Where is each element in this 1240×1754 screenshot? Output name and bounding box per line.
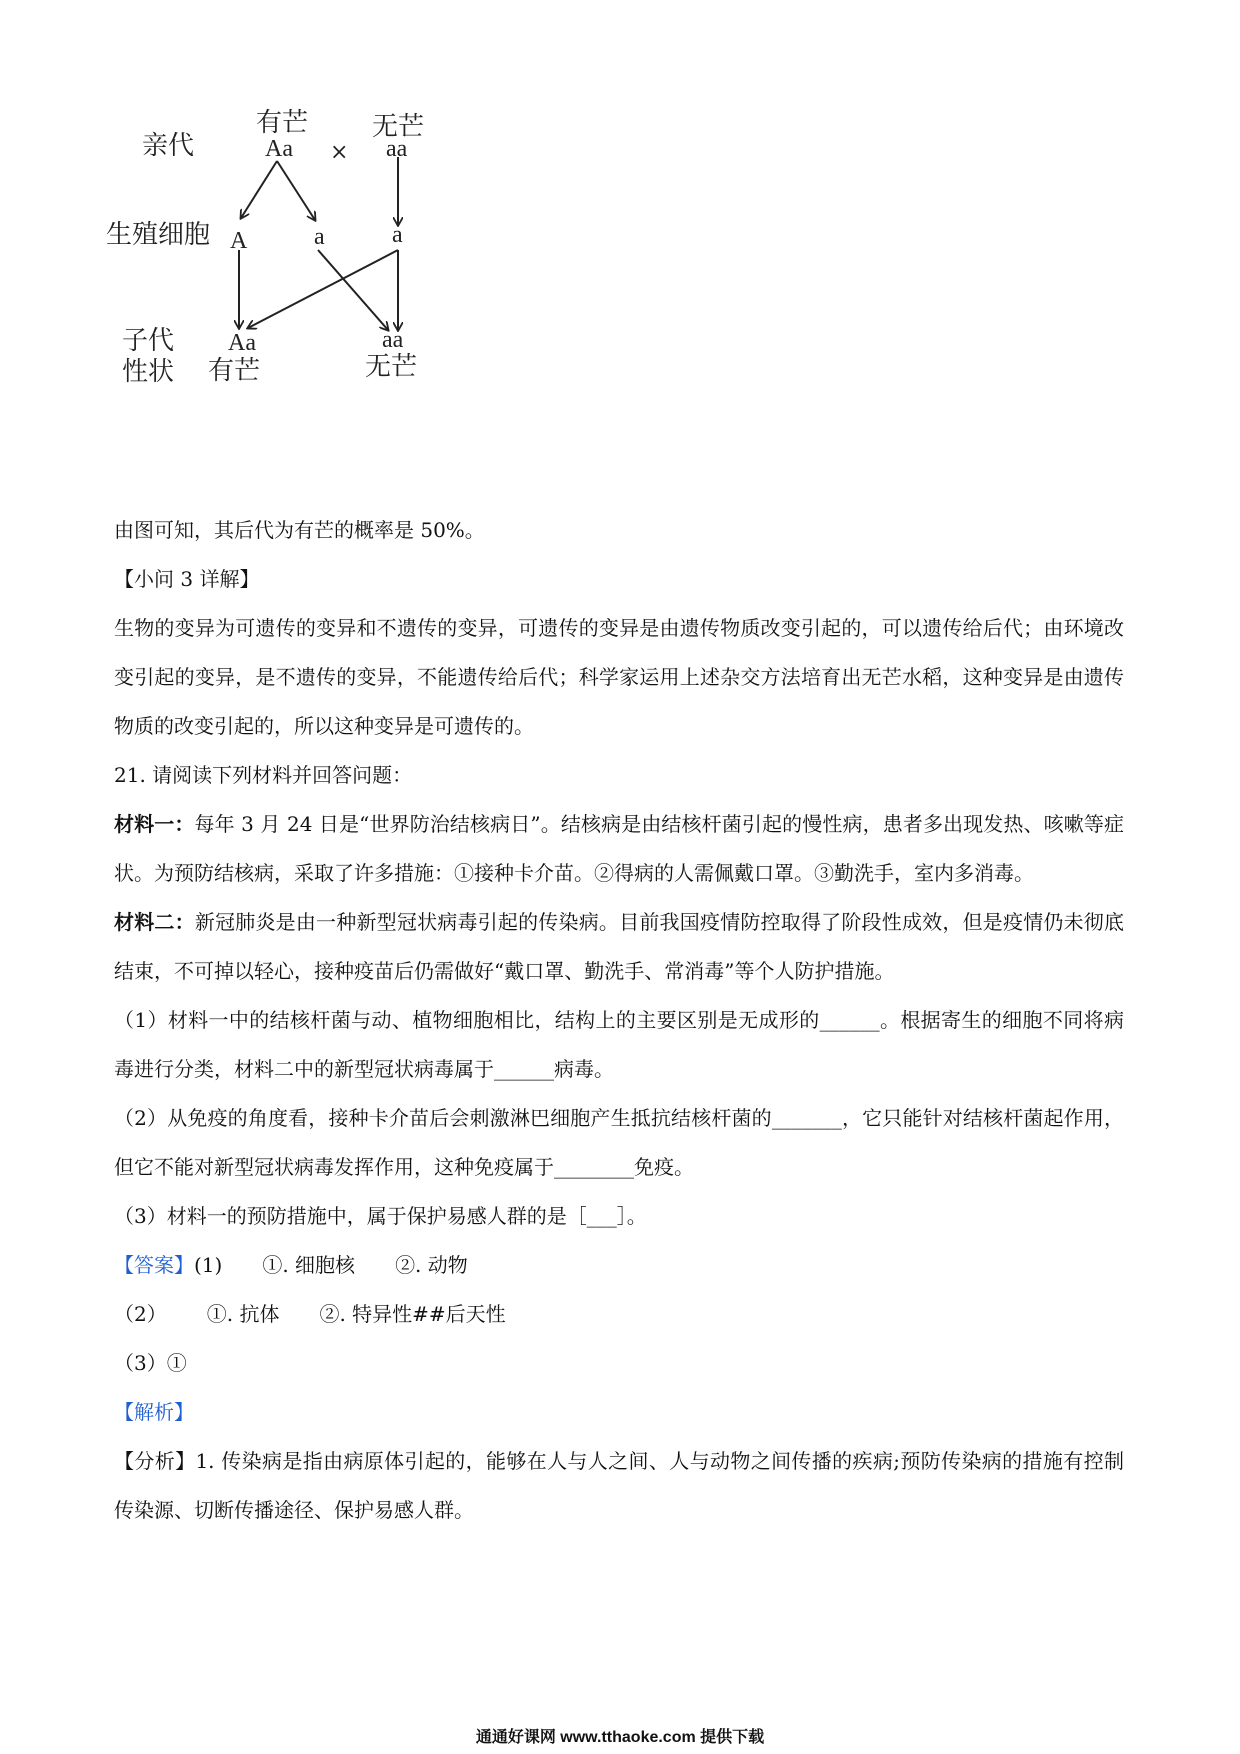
analysis-text: 【分析】1. 传染病是指由病原体引起的，能够在人与人之间、人与动物之间传播的疾病;预防传染病的措施有控制传染源、切断传播途径、保护易感人群。 [114, 1449, 1124, 1522]
parent2-trait: 无芒 [372, 112, 425, 142]
material-1 [114, 800, 1124, 898]
parent2-genotype: aa [386, 136, 408, 162]
gamete-a-1: a [314, 224, 325, 250]
answer-3: （3）① [114, 1351, 187, 1375]
answer-1-part-a: ①. 细胞核 [262, 1253, 356, 1277]
arrow-parent1-to-A [241, 161, 277, 218]
genetic-cross-diagram [106, 108, 490, 440]
answer-2-number: （2） [114, 1302, 167, 1326]
question-3: （3）材料一的预防措施中，属于保护易感人群的是［___］。 [114, 1204, 647, 1228]
analysis-label: 【解析】 [114, 1400, 194, 1424]
gamete-a-2: a [392, 222, 403, 248]
row-label-parent: 亲代 [142, 131, 195, 161]
answer-label: 【答案】 [114, 1253, 194, 1277]
arrow-a1-to-aa [318, 250, 388, 330]
arrow-parent1-to-a [277, 161, 315, 220]
conclusion-line: 由图可知，其后代为有芒的概率是 50%。 [114, 518, 485, 542]
question-21-title: 21. 请阅读下列材料并回答问题： [114, 763, 413, 787]
material-2 [114, 898, 1124, 996]
document-body [114, 506, 1124, 1535]
answer-2-part-b: ②. 特异性##后天性 [319, 1302, 506, 1326]
q3-explanation: 生物的变异为可遗传的变异和不遗传的变异，可遗传的变异是由遗传物质改变引起的，可以遗传给后代；由环境改变引起的变异，是不遗传的变异，不能遗传给后代；科学家运用上述杂交方法培育出无芒水稻，这种变异是由遗传物质的改变引起的，所以这种变异是可遗传的。 [114, 616, 1124, 738]
offspring2-trait: 无芒 [365, 352, 418, 382]
material-1-label: 材料一： [114, 812, 195, 836]
answer-row-1 [114, 1241, 1124, 1290]
offspring1-genotype: Aa [228, 330, 256, 356]
row-label-offspring: 子代 [122, 326, 175, 356]
material-2-text: 新冠肺炎是由一种新型冠状病毒引起的传染病。目前我国疫情防控取得了阶段性成效，但是疫情仍未彻底结束，不可掉以轻心，接种疫苗后仍需做好“戴口罩、勤洗手、常消毒”等个人防护措施。 [114, 910, 1125, 983]
offspring2-genotype: aa [382, 327, 404, 353]
parent1-genotype: Aa [265, 136, 293, 162]
row-label-gamete: 生殖细胞 [106, 220, 211, 250]
page-footer: 通通好课网 www.tthaoke.com 提供下载 [475, 1729, 765, 1746]
answer-1-part-b: ②. 动物 [395, 1253, 468, 1277]
gamete-A: A [230, 228, 248, 254]
answer-row-2 [114, 1290, 1124, 1339]
answer-1-number: (1) [194, 1253, 223, 1277]
cross-symbol: × [330, 140, 349, 165]
offspring1-trait: 有芒 [208, 356, 261, 386]
q3-heading: 【小问 3 详解】 [114, 567, 260, 591]
question-2: （2）从免疫的角度看，接种卡介苗后会刺激淋巴细胞产生抵抗结核杆菌的_______，它只能针对结核杆菌起作用，但它不能对新型冠状病毒发挥作用，这种免疫属于________免疫。 [114, 1106, 1124, 1179]
material-1-text: 每年 3 月 24 日是“世界防治结核病日”。结核病是由结核杆菌引起的慢性病，患者多出现发热、咳嗽等症状。为预防结核病，采取了许多措施：①接种卡介苗。②得病的人需佩戴口罩。③勤洗手，室内多消毒。 [114, 812, 1124, 885]
row-label-trait: 性状 [122, 357, 175, 387]
parent1-trait: 有芒 [256, 108, 309, 138]
answer-2-part-a: ①. 抗体 [206, 1302, 280, 1326]
material-2-label: 材料二： [114, 910, 195, 934]
question-1: （1）材料一中的结核杆菌与动、植物细胞相比，结构上的主要区别是无成形的______。根据寄生的细胞不同将病毒进行分类，材料二中的新型冠状病毒属于______病毒。 [114, 1008, 1124, 1081]
